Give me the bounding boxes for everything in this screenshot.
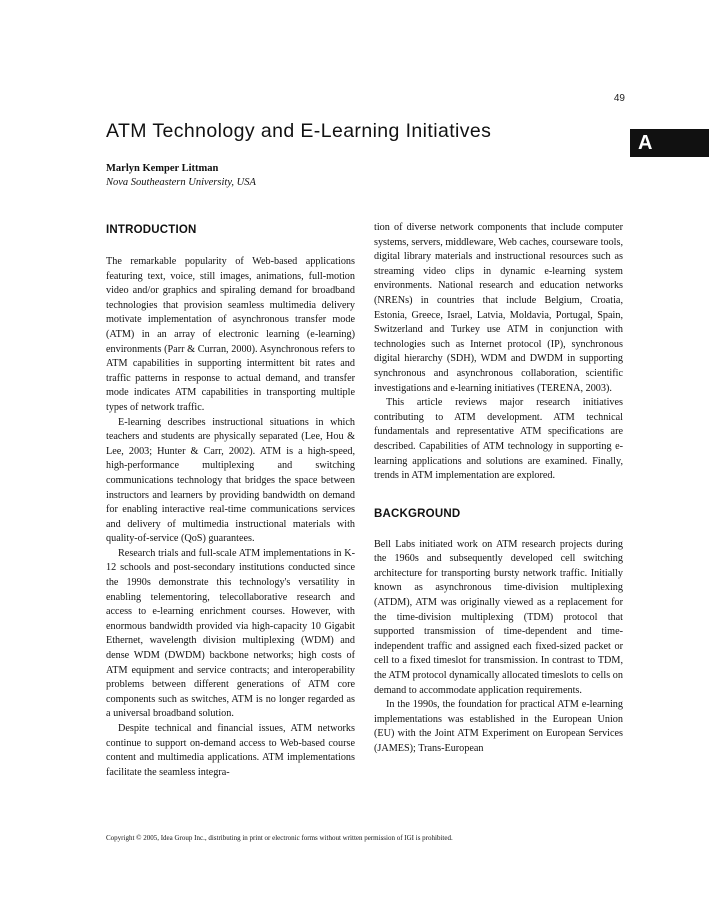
- background-heading: BACKGROUND: [374, 507, 461, 520]
- introduction-paragraph: The remarkable popularity of Web-based applications featuring text, voice, still images, animations, full-motion video and/or graphics and spiraling demand for broadband technologies that provision seamless multimedia delivery motivate implementation of asynchronous transfer mode (ATM) in an array of electronic learning (e-learning) environments (Parr & Curran, 2000). Asynchronous refers to ATM capabilities in supporting intermittent bit rates and traffic patterns in response to actual demand, and transfer mode indicates ATM capabilities in transporting multiple types of network traffic.: [106, 256, 355, 413]
- article-title: ATM Technology and E-Learning Initiatives: [106, 120, 492, 142]
- introduction-paragraph: Despite technical and financial issues, ATM networks continue to support on-demand access to Web-based course content and multimedia applications. ATM implementations facilitate the seamless integra-: [106, 723, 355, 778]
- introduction-heading: INTRODUCTION: [106, 224, 197, 236]
- page-number: 49: [613, 93, 625, 104]
- background-paragraph: In the 1990s, the foundation for practical ATM e-learning implementations was established in the European Union (EU) with the Joint ATM Experiment on European Services (JAMES); Trans-European: [374, 699, 623, 754]
- left-column: [106, 220, 355, 780]
- background-paragraph: Bell Labs initiated work on ATM research projects during the 1960s and subsequently developed cell switching architecture for transporting bursty network traffic. Initially known as asynchronous time-division multiplexing (ATDM), ATM was originally viewed as a replacement for the time-division multiplexing (TDM) protocol that supported transmission of time-dependent and time-independent traffic and assigned each fixed-sized packet or cell to a fixed timeslot for transmission. In contrast to TDM, the ATM protocol dynamically allocated timeslots to cells on demand to accommodate application requirements.: [374, 538, 623, 696]
- article-overview-paragraph: This article reviews major research initiatives contributing to ATM development. ATM technical fundamentals and representative ATM specifications are described. Capabilities of ATM technology in supporting e-learning applications and solutions are examined. Finally, trends in ATM implementation are explored.: [374, 397, 623, 482]
- author-affiliation: Nova Southeastern University, USA: [106, 177, 256, 188]
- author-name: Marlyn Kemper Littman: [106, 163, 219, 174]
- right-column: [374, 221, 623, 757]
- introduction-paragraph: Research trials and full-scale ATM implementations in K-12 schools and post-secondary institutions conducted since the 1990s demonstrate this technology's versatility in enabling telementoring, telecollaborative research and access to e-learning enrichment courses. However, with enormous bandwidth provided via high-capacity 10 Gigabit Ethernet, wavelength division multiplexing (WDM) and dense WDM (DWDM) backbone networks; high costs of ATM equipment and service contracts; and interoperability problems between different generations of ATM core components such as switches, ATM is no longer regarded as a universal broadband solution.: [106, 547, 355, 720]
- introduction-continuation-paragraph: tion of diverse network components that include computer systems, servers, middleware, Web caches, courseware tools, digital library materials and instructional resources such as streaming video clips in dynamic e-learning system environments. National research and education networks (NRENs) in countries that include Belgium, Croatia, Estonia, Greece, Israel, Latvia, Moldavia, Portugal, Spain, Switzerland and Turkey use ATM in conjunction with technologies such as Internet protocol (IP), synchronous digital hierarchy (SDH), WDM and DWDM in supporting synchronous and asynchronous collaboration, scientific investigations and e-learning initiatives (TERENA, 2003).: [374, 222, 623, 394]
- section-letter-tab: A: [630, 129, 709, 157]
- introduction-paragraph: E-learning describes instructional situations in which teachers and students are physically separated (Lee, Hou & Lee, 2003; Hunter & Carr, 2002). ATM is a high-speed, high-performance multiplexing and switching communications technology that bridges the space between instructors and learners by providing bandwidth on demand for enabling interactive real-time communications services and delivery of multimedia instructional materials with quality-of-service (QoS) guarantees.: [106, 416, 355, 545]
- copyright-notice: Copyright © 2005, Idea Group Inc., distributing in print or electronic forms without written permission of IGI is prohibited.: [106, 834, 453, 842]
